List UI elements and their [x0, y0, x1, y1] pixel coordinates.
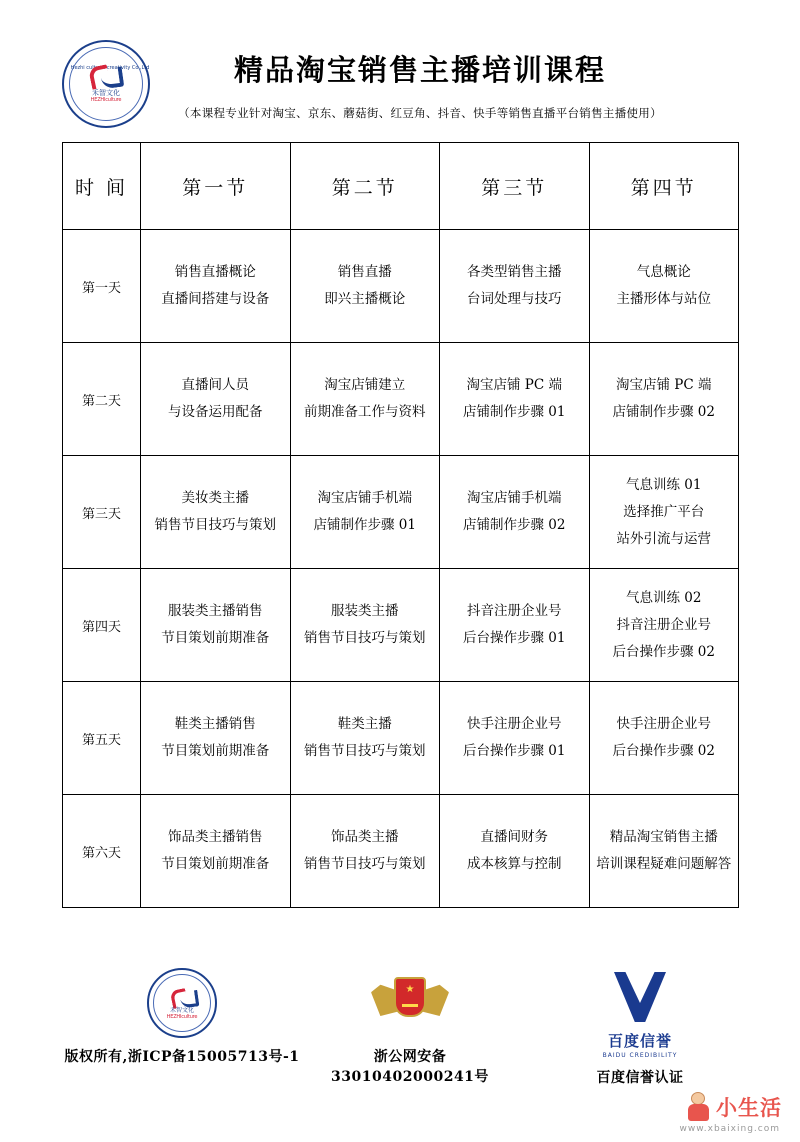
- seal-brand-cn: 禾智文化: [92, 89, 120, 97]
- cell-line: 直播间财务: [480, 829, 548, 845]
- table-cell: [589, 682, 739, 795]
- table-cell: [440, 569, 590, 682]
- cell-line: 店铺制作步骤 02: [463, 517, 566, 533]
- day-label: 第三天: [63, 456, 141, 569]
- table-cell: [141, 343, 291, 456]
- cell-line: 销售节目技巧与策划: [154, 517, 276, 533]
- table-cell: [589, 795, 739, 908]
- cell-line: 抖音注册企业号: [616, 616, 711, 633]
- table-row: [63, 795, 739, 908]
- schedule-table: [62, 142, 739, 908]
- cell-line: 节目策划前期准备: [161, 856, 270, 872]
- cell-line: 淘宝店铺 PC 端: [466, 377, 562, 393]
- cell-line: 气息训练 01: [626, 476, 702, 493]
- day-label: 第一天: [63, 230, 141, 343]
- watermark-brand: 小生活: [716, 1095, 782, 1120]
- baidu-label-cn: 百度信誉: [607, 1032, 672, 1050]
- cell-line: 主播形体与站位: [616, 291, 711, 307]
- cell-line: 店铺制作步骤 02: [612, 404, 715, 420]
- cell-line: 直播间人员: [181, 377, 249, 393]
- cell-line: 气息概论: [636, 264, 691, 280]
- table-row: [63, 456, 739, 569]
- cell-line: 销售直播概论: [174, 264, 256, 280]
- cell-line: 抖音注册企业号: [467, 603, 562, 619]
- cell-line: 后台操作步骤 01: [463, 630, 566, 646]
- table-body: [63, 230, 739, 908]
- table-cell: [589, 569, 739, 682]
- table-header-row: [63, 143, 739, 230]
- table-cell: [290, 795, 440, 908]
- badge-copyright: [62, 968, 302, 1066]
- cell-line: 销售直播: [337, 264, 392, 280]
- cell-line: 成本核算与控制: [467, 856, 562, 872]
- table-row: [63, 343, 739, 456]
- cell-line: 气息训练 02: [626, 589, 702, 606]
- table-cell: [589, 343, 739, 456]
- cell-line: 淘宝店铺手机端: [467, 490, 562, 506]
- seal-brand-name: [84, 90, 128, 103]
- cell-line: 站外引流与运营: [616, 530, 711, 547]
- table-cell: [290, 569, 440, 682]
- watermark-row: [662, 1092, 782, 1122]
- table-cell: [440, 343, 590, 456]
- cell-line: 即兴主播概论: [324, 291, 406, 307]
- cell-line: 饰品类主播: [331, 829, 399, 845]
- cell-line: 店铺制作步骤 01: [463, 404, 566, 420]
- table-cell: [440, 230, 590, 343]
- baidu-label-en: BAIDU CREDIBILITY: [602, 1052, 678, 1059]
- cell-line: 培训课程疑难问题解答: [596, 856, 732, 872]
- cell-line: 后台操作步骤 02: [612, 643, 715, 660]
- table-cell: [290, 230, 440, 343]
- cell-line: 销售节目技巧与策划: [304, 743, 426, 759]
- document-footer: [0, 962, 800, 1142]
- table-cell: [141, 230, 291, 343]
- table-row: [63, 230, 739, 343]
- cell-line: 鞋类主播: [337, 716, 392, 732]
- table-cell: [290, 682, 440, 795]
- page-title: 精品淘宝销售主播培训课程: [233, 53, 606, 87]
- column-header-session-4: 第四节: [589, 143, 739, 230]
- cell-line: 精品淘宝销售主播: [609, 829, 718, 845]
- badge-baidu-credibility[interactable]: [530, 968, 750, 1087]
- day-label: 第五天: [63, 682, 141, 795]
- table-cell: [141, 569, 291, 682]
- table-cell: [141, 682, 291, 795]
- table-cell: [589, 230, 739, 343]
- seal-brand-name: [162, 1008, 202, 1020]
- seal-brand-cn: 禾智文化: [169, 1007, 194, 1014]
- footer-badges: [0, 962, 800, 1086]
- baidu-caption: 百度信誉认证: [596, 1070, 684, 1086]
- baidu-v-icon: [600, 968, 680, 1026]
- table-cell: [141, 456, 291, 569]
- seal-arc-label: Hezhi cultural creativity Co.,Ltd: [70, 65, 150, 72]
- cell-line: 淘宝店铺手机端: [317, 490, 412, 506]
- watermark: [662, 1092, 782, 1134]
- table-row: [63, 682, 739, 795]
- cell-line: 饰品类主播销售: [168, 829, 263, 845]
- cell-line: 销售节目技巧与策划: [304, 630, 426, 646]
- column-header-session-2: 第二节: [290, 143, 440, 230]
- cell-line: 美妆类主播: [181, 490, 249, 506]
- company-seal-mini: [147, 968, 217, 1038]
- cell-line: 淘宝店铺建立: [324, 377, 406, 393]
- cell-line: 鞋类主播销售: [174, 716, 256, 732]
- mascot-icon: [686, 1092, 712, 1122]
- cell-line: 服装类主播: [331, 603, 399, 619]
- cell-line: 后台操作步骤 02: [612, 743, 715, 759]
- table-cell: [290, 456, 440, 569]
- seal-swoosh-icon: [170, 988, 195, 1004]
- day-label: 第六天: [63, 795, 141, 908]
- table-cell: [440, 456, 590, 569]
- page-subtitle: （本课程专业针对淘宝、京东、蘑菇街、红豆角、抖音、快手等销售直播平台销售主播使用）: [178, 106, 662, 120]
- watermark-url: www.xbaixing.com: [679, 1124, 780, 1134]
- police-emblem-icon: ★: [371, 968, 449, 1038]
- seal-brand-en: HEZHIculture: [166, 1013, 198, 1020]
- badge-police-registration: [300, 968, 520, 1086]
- day-label: 第四天: [63, 569, 141, 682]
- table-cell: [290, 343, 440, 456]
- cell-line: 与设备运用配备: [168, 404, 263, 420]
- cell-line: 节目策划前期准备: [161, 630, 270, 646]
- seal-swoosh-icon: [88, 64, 124, 88]
- cell-line: 服装类主播销售: [168, 603, 263, 619]
- cell-line: 节目策划前期准备: [161, 743, 270, 759]
- cell-line: 快手注册企业号: [467, 716, 562, 732]
- table-cell: [141, 795, 291, 908]
- table-cell: [440, 795, 590, 908]
- table-row: [63, 569, 739, 682]
- cell-line: 快手注册企业号: [616, 716, 711, 732]
- column-header-session-1: 第一节: [141, 143, 291, 230]
- table-cell: [589, 456, 739, 569]
- company-seal-logo: [62, 40, 150, 128]
- cell-line: 销售节目技巧与策划: [304, 856, 426, 872]
- seal-brand-en: HEZHIculture: [90, 96, 122, 103]
- cell-line: 直播间搭建与设备: [161, 291, 270, 307]
- police-registration-text: 浙公网安备 33010402000241号: [331, 1049, 489, 1085]
- cell-line: 选择推广平台: [623, 503, 705, 520]
- document-header: [0, 0, 800, 130]
- day-label: 第二天: [63, 343, 141, 456]
- cell-line: 店铺制作步骤 01: [313, 517, 416, 533]
- column-header-session-3: 第三节: [440, 143, 590, 230]
- cell-line: 台词处理与技巧: [467, 291, 562, 307]
- cell-line: 各类型销售主播: [467, 264, 562, 280]
- cell-line: 淘宝店铺 PC 端: [616, 377, 712, 393]
- copyright-text: 版权所有,浙ICP备15005713号-1: [64, 1049, 300, 1065]
- column-header-time: 时 间: [63, 143, 141, 230]
- schedule-table-container: [62, 142, 738, 908]
- cell-line: 前期准备工作与资料: [304, 404, 426, 420]
- table-cell: [440, 682, 590, 795]
- cell-line: 后台操作步骤 01: [463, 743, 566, 759]
- table-header: [63, 143, 739, 230]
